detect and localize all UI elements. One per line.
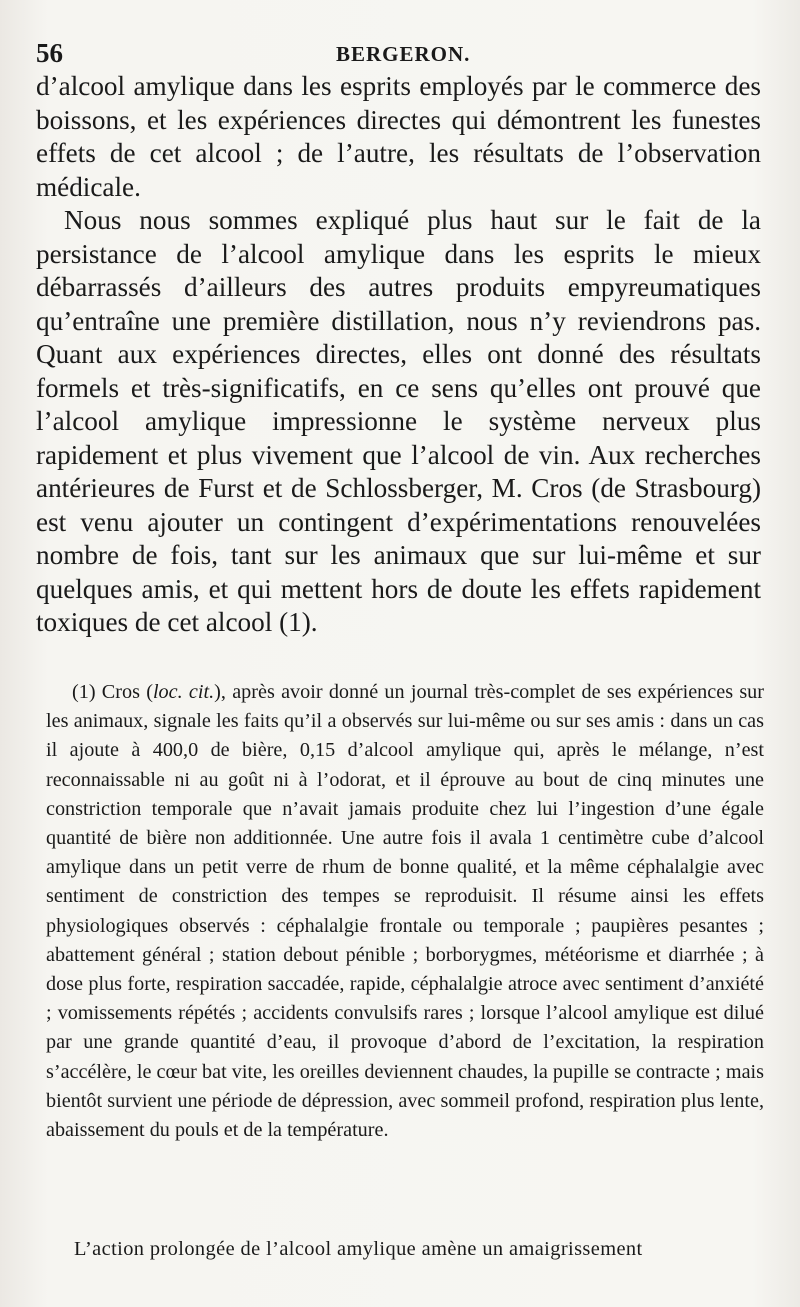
footnote: [46, 678, 764, 1145]
page-number: 56: [36, 38, 63, 68]
continuation-line: L’action prolongée de l’alcool amylique amène un amaigrissement: [74, 1238, 643, 1260]
running-head: BERGERON.: [336, 42, 471, 66]
page-header: [36, 38, 760, 72]
footnote-marker: (1) Cros (: [72, 681, 153, 703]
paragraph: Nous nous sommes expliqué plus haut sur le fait de la persistance de l’alcool amylique dans les esprits le mieux débarrassés d’ailleurs des autres produits empyreumatiques qu’entraîne une première distillation, nous n’y reviendrons pas. Quant aux expériences directes, elles ont donné des résultats formels et très-significatifs, en ce sens qu’elles ont prouvé que l’alcool amylique impressionne le système nerveux plus rapidement et plus vivement que l’alcool de vin. Aux recherches antérieures de Furst et de Schlossberger, M. Cros (de Strasbourg) est venu ajouter un contingent d’expérimentations renouvelées nombre de fois, tant sur les animaux que sur lui-même et sur quelques amis, et qui mettent hors de doute les effets rapidement toxiques de cet alcool (1).: [36, 205, 761, 637]
paragraph-continued: d’alcool amylique dans les esprits employés par le commerce des boissons, et les expériences directes qui démontrent les funestes effets de cet alcool ; de l’autre, les résultats de l’observation médicale.: [36, 71, 761, 202]
footnote-text: ), après avoir donné un journal très-complet de ses expériences sur les animaux, signale les faits qu’il a observés sur lui-même ou sur ses amis : dans un cas il ajoute à 400,0 de bière, 0,15 d’alcool amylique qui, après le mélange, n’est reconnaissable ni au goût ni à l’odorat, et il éprouve au bout de cinq minutes une constriction temporale que n’avait jamais produite chez lui l’ingestion d’une égale quantité de bière non additionnée. Une autre fois il avala 1 centimètre cube d’alcool amylique dans un petit verre de rhum de bonne qualité, et la même céphalalgie avec sentiment de constriction des tempes se reproduisit. Il résume ainsi les effets physiologiques observés : céphalalgie frontale ou temporale ; paupières pesantes ; abattement général ; station debout pénible ; borborygmes, météorisme et diarrhée ; à dose plus forte, respiration saccadée, rapide, céphalalgie atroce avec sentiment d’anxiété ; vomissements répétés ; accidents convulsifs rares ; lorsque l’alcool amylique est dilué par une grande quantité d’eau, il provoque d’abord de l’excitation, la respiration s’accélère, le cœur bat vite, les oreilles deviennent chaudes, la pupille se contracte ; mais bientôt survient une période de dépression, avec sommeil profond, respiration plus lente, abaissement du pouls et de la température.: [46, 681, 765, 1142]
main-text: [36, 70, 761, 640]
footnote-citation: loc. cit.: [152, 681, 215, 703]
